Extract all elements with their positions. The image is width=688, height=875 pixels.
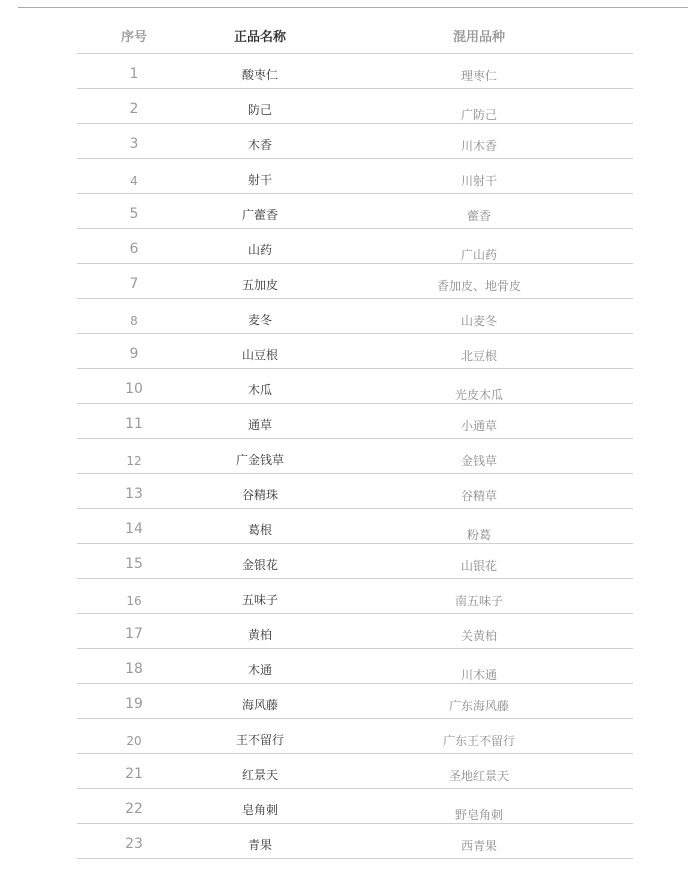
row-alias: 北豆根 [460,349,498,363]
row-alias: 光皮木瓜 [454,388,504,402]
row-num: 22 [125,801,143,817]
row-num: 10 [125,381,143,397]
row-alias: 藿香 [466,209,492,223]
row-num: 11 [125,416,143,432]
row-name: 通草 [247,418,273,432]
row-num: 7 [129,276,139,292]
row-name: 木香 [247,138,273,152]
row-alias: 小通草 [460,419,498,433]
row-num: 20 [126,734,142,748]
table-row [77,439,633,474]
row-alias: 粉葛 [466,528,492,542]
table-row [77,369,633,404]
row-alias: 山银花 [460,559,498,573]
row-num: 8 [130,314,138,328]
row-alias: 川射干 [460,174,498,188]
row-name: 黄柏 [247,628,273,642]
row-name: 青果 [247,838,273,852]
table-row [77,159,633,194]
row-alias: 南五味子 [454,594,504,608]
row-name: 金银花 [241,558,279,572]
table-row [77,684,633,719]
row-name: 木通 [247,663,273,677]
row-num: 14 [125,521,143,537]
row-name: 海风藤 [241,698,279,712]
row-num: 12 [126,454,142,468]
table-row [77,194,633,229]
row-name: 山豆根 [241,348,279,362]
row-name: 麦冬 [247,313,273,327]
header-name: 正品名称 [233,30,287,45]
row-num: 15 [125,556,143,572]
top-divider [18,7,688,8]
row-num: 5 [129,206,139,222]
row-alias: 川木香 [460,139,498,153]
table-row [77,579,633,614]
row-num: 4 [130,174,138,188]
row-alias: 关黄柏 [460,629,498,643]
herb-comparison-table [77,19,633,859]
row-alias: 金钱草 [460,454,498,468]
table-row [77,509,633,544]
row-name: 木瓜 [247,383,273,397]
table-header [77,19,633,54]
row-alias: 广山药 [460,248,498,262]
table-row [77,824,633,859]
row-alias: 广防己 [460,108,498,122]
row-name: 五加皮 [241,278,279,292]
row-alias: 野皂角刺 [454,808,504,822]
row-num: 16 [126,594,142,608]
table-row [77,404,633,439]
table-row [77,789,633,824]
table-row [77,614,633,649]
table-row [77,124,633,159]
row-alias: 西青果 [460,839,498,853]
table-row [77,54,633,89]
row-num: 21 [125,766,143,782]
row-name: 射干 [247,173,273,187]
row-name: 红景天 [241,768,279,782]
row-name: 葛根 [247,523,273,537]
table-row [77,719,633,754]
table-row [77,334,633,369]
row-name: 谷精珠 [241,488,279,502]
row-alias: 川木通 [460,668,498,682]
row-num: 3 [129,136,139,152]
table-row [77,754,633,789]
table-row [77,264,633,299]
row-num: 17 [125,626,143,642]
row-name: 广藿香 [241,208,279,222]
row-num: 19 [125,696,143,712]
table-row [77,544,633,579]
row-name: 五味子 [241,593,279,607]
row-num: 1 [129,66,139,82]
header-alias: 混用品种 [452,30,506,45]
row-alias: 理枣仁 [460,69,498,83]
row-num: 6 [129,241,139,257]
row-alias: 谷精草 [460,489,498,503]
row-num: 23 [125,836,143,852]
row-name: 皂角刺 [241,803,279,817]
row-num: 18 [125,661,143,677]
table-row [77,649,633,684]
row-name: 山药 [247,243,273,257]
row-alias: 圣地红景天 [448,769,510,783]
row-name: 酸枣仁 [241,68,279,82]
row-alias: 山麦冬 [460,314,498,328]
table-row [77,299,633,334]
row-num: 2 [129,101,139,117]
row-num: 13 [125,486,143,502]
row-alias: 广东王不留行 [442,734,516,748]
row-alias: 广东海风藤 [448,699,510,713]
row-name: 防己 [247,103,273,117]
header-num: 序号 [120,30,148,45]
table-row [77,89,633,124]
table-row [77,229,633,264]
table-row [77,474,633,509]
row-num: 9 [129,346,139,362]
row-name: 广金钱草 [235,453,285,467]
row-name: 王不留行 [235,733,285,747]
row-alias: 香加皮、地骨皮 [436,279,522,293]
